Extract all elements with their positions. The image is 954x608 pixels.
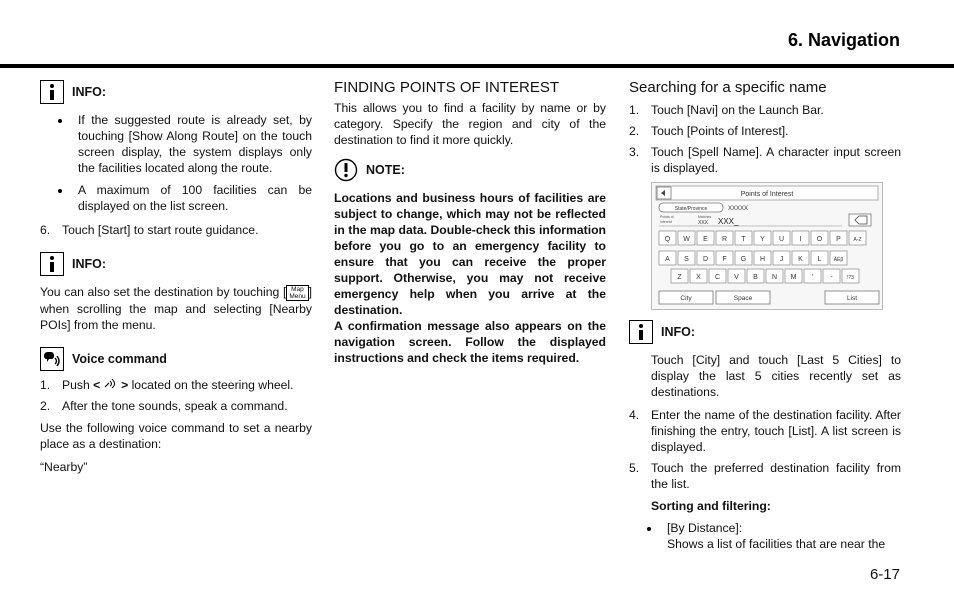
keyboard-key-label: B bbox=[753, 274, 758, 281]
screen-title: Points of Interest bbox=[740, 191, 794, 198]
step-number: 2. bbox=[40, 398, 51, 413]
keyboard-key-label: A bbox=[665, 256, 670, 263]
character-input-screen bbox=[651, 182, 883, 310]
info-icon bbox=[40, 252, 64, 276]
keyboard-key-label: L bbox=[817, 256, 822, 263]
info-label: INFO: bbox=[72, 85, 107, 99]
step-number: 1. bbox=[40, 377, 51, 392]
info-label: INFO: bbox=[72, 257, 107, 271]
info-heading bbox=[40, 252, 312, 276]
section-title: FINDING POINTS OF INTEREST bbox=[334, 79, 560, 96]
info-heading bbox=[40, 80, 312, 104]
voice-button-glyph bbox=[93, 378, 128, 392]
keyboard-key-label: C bbox=[714, 274, 721, 281]
back-icon[interactable] bbox=[657, 187, 671, 199]
step-number: 3. bbox=[629, 145, 640, 159]
list-button-label: List bbox=[846, 295, 858, 302]
keyboard-key-label: !?3 bbox=[847, 275, 854, 281]
column-middle bbox=[334, 80, 606, 366]
keyboard-key-label: I bbox=[799, 236, 802, 243]
step-number: 1. bbox=[629, 103, 640, 117]
column-right bbox=[629, 80, 901, 554]
list-item: If the suggested route is already set, by touching [Show Along Route] on the touch screen display, the system displays only the facilities located along the route. bbox=[40, 112, 312, 176]
state-province-label: State/Province bbox=[674, 206, 708, 212]
row-label: Points of bbox=[660, 215, 674, 219]
info-icon bbox=[629, 320, 653, 344]
list-item bbox=[629, 520, 901, 552]
info-paragraph: Touch [City] and touch [Last 5 Cities] to display the last 5 cities recently set as destinations. bbox=[651, 353, 901, 399]
step-text: After the tone sounds, speak a command. bbox=[62, 398, 288, 413]
sorting-heading: Sorting and filtering: bbox=[651, 499, 771, 513]
map-menu-line: Map bbox=[291, 285, 304, 293]
step-text: Touch [Points of Interest]. bbox=[651, 124, 789, 138]
info-label: INFO: bbox=[661, 325, 696, 339]
keyboard-key-label: W bbox=[683, 236, 690, 243]
voice-button-left: < bbox=[93, 377, 101, 392]
talk-icon bbox=[104, 379, 118, 389]
keyboard-key-label: A-Z bbox=[853, 237, 862, 243]
keyboard-key-label: X bbox=[696, 274, 701, 281]
city-button-label: City bbox=[680, 295, 692, 302]
voice-use-paragraph: Use the following voice command to set a nearby place as a destination: bbox=[40, 420, 312, 451]
map-menu-button-graphic bbox=[286, 285, 308, 301]
step-text: Touch the preferred destination facility from the list. bbox=[651, 461, 901, 491]
step-item bbox=[629, 460, 901, 492]
keyboard-key-label: U bbox=[778, 236, 785, 243]
step-number: 4. bbox=[629, 408, 640, 422]
step-text: Touch [Spell Name]. A character input screen is displayed. bbox=[651, 145, 901, 175]
sort-option-label: [By Distance]: bbox=[667, 521, 743, 535]
column-left bbox=[40, 80, 312, 482]
keyboard-key-label: - bbox=[830, 274, 833, 281]
row-label: Matches bbox=[698, 215, 712, 219]
step-item bbox=[629, 102, 901, 118]
voice-command-label: Voice command bbox=[72, 351, 167, 366]
section-title: Searching for a specific name bbox=[629, 79, 827, 96]
keyboard-key-label: Y bbox=[760, 236, 765, 243]
state-province-value: XXXXX bbox=[728, 206, 749, 212]
step-item bbox=[40, 398, 312, 414]
list-item: A maximum of 100 facilities can be displayed on the list screen. bbox=[40, 182, 312, 214]
keyboard-key-label: N bbox=[771, 274, 778, 281]
step-number: 6. bbox=[40, 223, 51, 237]
keyboard-key-label: O bbox=[816, 236, 823, 243]
step-item bbox=[40, 377, 312, 393]
keyboard-key-label: T bbox=[741, 236, 746, 243]
note-paragraph: Locations and business hours of facilities are subject to change, which may not be reflected in the map data. Double-check this information before you go to an emergency facility to ensure that you can receive the proper support. Otherwise, you may not receive emergency help when you arrive at the destination. bbox=[334, 191, 606, 317]
info-icon bbox=[40, 80, 64, 104]
note-heading bbox=[334, 158, 606, 182]
note-paragraph: A confirmation message also appears on the navigation screen. Follow the displayed instructions and check the items required. bbox=[334, 319, 606, 365]
search-input[interactable]: XXX_ bbox=[718, 217, 739, 226]
step-number: 2. bbox=[629, 124, 640, 138]
info-heading bbox=[629, 320, 901, 344]
step-text: Push bbox=[62, 377, 90, 392]
step-text: located on the steering wheel. bbox=[131, 377, 294, 392]
voice-button-right: > bbox=[121, 377, 129, 392]
step-number: 5. bbox=[629, 461, 640, 475]
keyboard-key-label: H bbox=[759, 256, 766, 263]
step-item bbox=[629, 144, 901, 176]
note-label: NOTE: bbox=[366, 163, 405, 177]
keyboard-key-label: R bbox=[721, 236, 728, 243]
voice-command-heading bbox=[40, 347, 312, 371]
map-menu-line: Menu bbox=[289, 292, 306, 300]
backspace-icon[interactable] bbox=[849, 214, 871, 226]
space-button-label: Space bbox=[733, 295, 753, 302]
keyboard-key-label: P bbox=[836, 236, 841, 243]
matches-count: XXX bbox=[698, 220, 709, 226]
keyboard-key-label: S bbox=[684, 256, 689, 263]
step-item bbox=[40, 222, 312, 238]
step-text: Touch [Start] to start route guidance. bbox=[62, 223, 259, 237]
info-paragraph bbox=[40, 284, 312, 333]
step-item bbox=[629, 123, 901, 139]
step-item bbox=[629, 407, 901, 455]
row-label: Interest bbox=[660, 220, 672, 224]
keyboard-key-label: G bbox=[740, 256, 747, 263]
sorting-list bbox=[629, 520, 901, 552]
keyboard-key-label: J bbox=[779, 256, 784, 263]
sort-option-description: Shows a list of facilities that are near the bbox=[667, 537, 886, 551]
on-screen-keyboard bbox=[659, 231, 866, 283]
voice-command-example: “Nearby” bbox=[40, 459, 88, 474]
keyboard-key-label: ÄÉβ bbox=[833, 257, 844, 263]
note-icon bbox=[334, 158, 358, 182]
keyboard-key-label: Q bbox=[664, 236, 671, 243]
keyboard-key-label: F bbox=[722, 256, 727, 263]
keyboard-key-label: M bbox=[790, 274, 797, 281]
voice-step-list bbox=[40, 377, 312, 414]
keyboard-key-label: Z bbox=[677, 274, 682, 281]
header-rule bbox=[0, 64, 954, 68]
info-text-part: ] when scrolling the map and selecting [Nearby POIs] from the menu. bbox=[40, 285, 312, 332]
page-number: 6-17 bbox=[869, 566, 900, 583]
intro-paragraph: This allows you to find a facility by name or by category. Specify the region and city of the destination to find it more quickly. bbox=[334, 101, 606, 147]
keyboard-key-label: E bbox=[703, 236, 708, 243]
keyboard-key-label: D bbox=[702, 256, 709, 263]
step-text: Touch [Navi] on the Launch Bar. bbox=[651, 103, 824, 117]
keyboard-key-label: K bbox=[798, 256, 803, 263]
info-bullet-list bbox=[40, 112, 312, 214]
step-text: Enter the name of the destination facility. After finishing the entry, touch [List]. A list screen is displayed. bbox=[651, 408, 901, 454]
page-header-title: 6. Navigation bbox=[787, 30, 900, 50]
voice-command-icon bbox=[40, 347, 64, 371]
keyboard-key-label: V bbox=[734, 274, 739, 281]
step-list bbox=[40, 222, 312, 238]
info-text-part: You can also set the destination by touching [ bbox=[40, 285, 287, 299]
keyboard-key-label: ' bbox=[811, 274, 814, 281]
step-list bbox=[629, 407, 901, 492]
step-list bbox=[629, 102, 901, 176]
